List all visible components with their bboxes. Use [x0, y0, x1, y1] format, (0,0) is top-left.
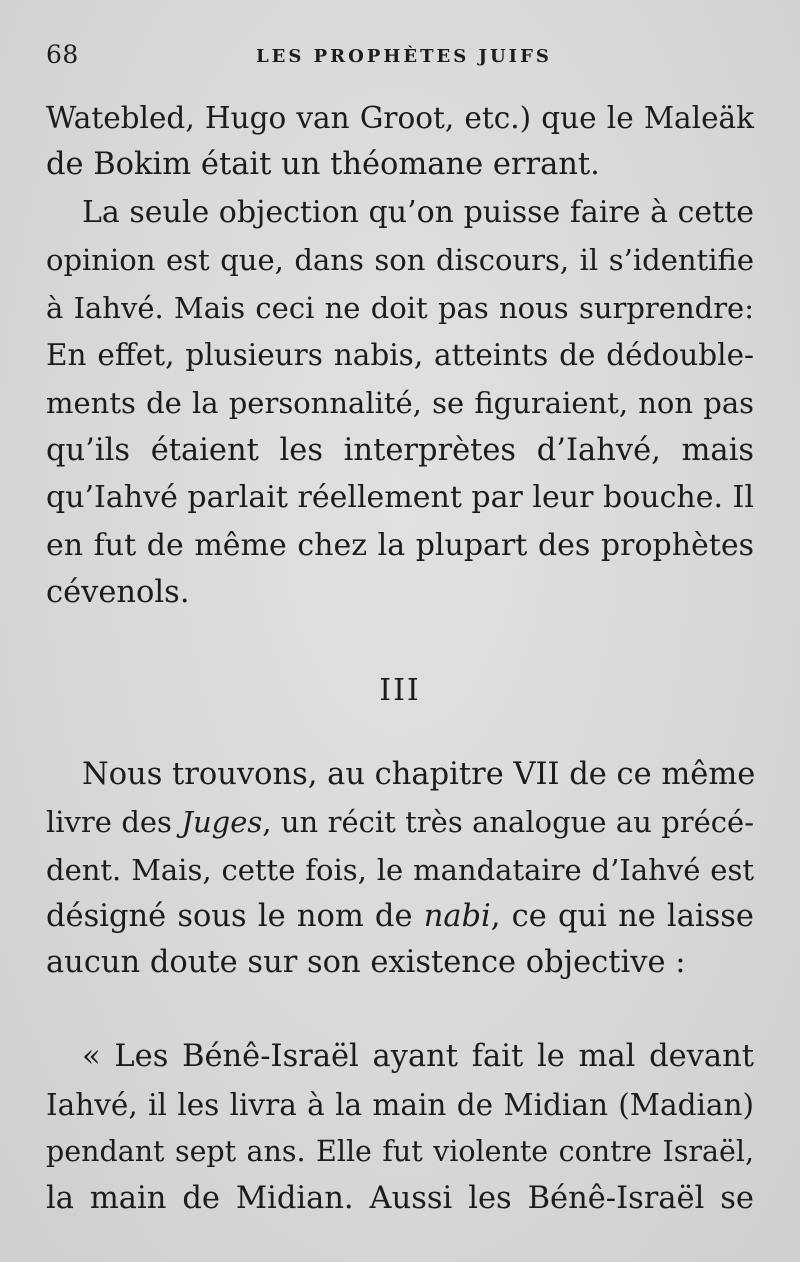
paragraph-2-line-7: qu’Iahvé parlait réellement par leur bouche. Il — [46, 480, 754, 515]
paragraph-3-line-2 — [46, 802, 754, 842]
paragraph-2-line-6: qu’ils étaient les interprètes d’Iahvé, mais — [46, 433, 754, 468]
paragraph-2-line-4: En effet, plusieurs nabis, atteints de dédouble- — [46, 338, 754, 372]
paragraph-2-line-3: à Iahvé. Mais ceci ne doit pas nous surprendre: — [46, 291, 754, 325]
quotation-line-4: la main de Midian. Aussi les Bénê-Israël se — [46, 1181, 754, 1216]
paragraph-2-line-5: ments de la personnalité, se figuraient, non pas — [46, 386, 754, 420]
paragraph-3-line-2-start: livre des — [46, 805, 182, 839]
paragraph-3-line-5: aucun doute sur son existence objective : — [46, 945, 686, 980]
paragraph-2-line-8: en fut de même chez la plupart des prophètes — [46, 528, 754, 563]
quotation-line-2: Iahvé, il les livra à la main de Midian (Madian) — [46, 1088, 754, 1122]
paragraph-1-line-2: de Bokim était un théomane errant. — [46, 147, 600, 182]
paragraph-3-line-3: dent. Mais, cette fois, le mandataire d’Iahvé est — [46, 853, 754, 887]
running-title: LES PROPHÈTES JUIFS — [256, 46, 552, 67]
page-header — [46, 40, 756, 80]
paragraph-3-line-4-end: , ce qui ne laisse — [490, 899, 754, 934]
paragraph-2-line-9: cévenols. — [46, 575, 190, 610]
paragraph-3-line-4-start: désigné sous le nom de — [46, 899, 424, 934]
quotation-line-3: pendant sept ans. Elle fut violente contre Israël, — [46, 1135, 754, 1168]
paragraph-3-line-4 — [46, 897, 754, 937]
paragraph-3-line-1: Nous trouvons, au chapitre VII de ce même — [82, 757, 756, 792]
page-number: 68 — [46, 40, 79, 69]
paragraph-1-line-1: Watebled, Hugo van Groot, etc.) que le Maleäk — [46, 101, 754, 135]
paragraph-3-line-2-end: , un récit très analogue au précé- — [262, 805, 754, 839]
book-title-juges: Juges — [181, 805, 263, 839]
section-heading: III — [379, 673, 421, 708]
paragraph-2-line-2: opinion est que, dans son discours, il s’identifie — [46, 243, 754, 277]
term-nabi: nabi — [423, 899, 491, 934]
quotation-line-1: « Les Bénê-Israël ayant fait le mal devant — [82, 1039, 754, 1074]
paragraph-2-line-1: La seule objection qu’on puisse faire à cette — [82, 195, 754, 230]
